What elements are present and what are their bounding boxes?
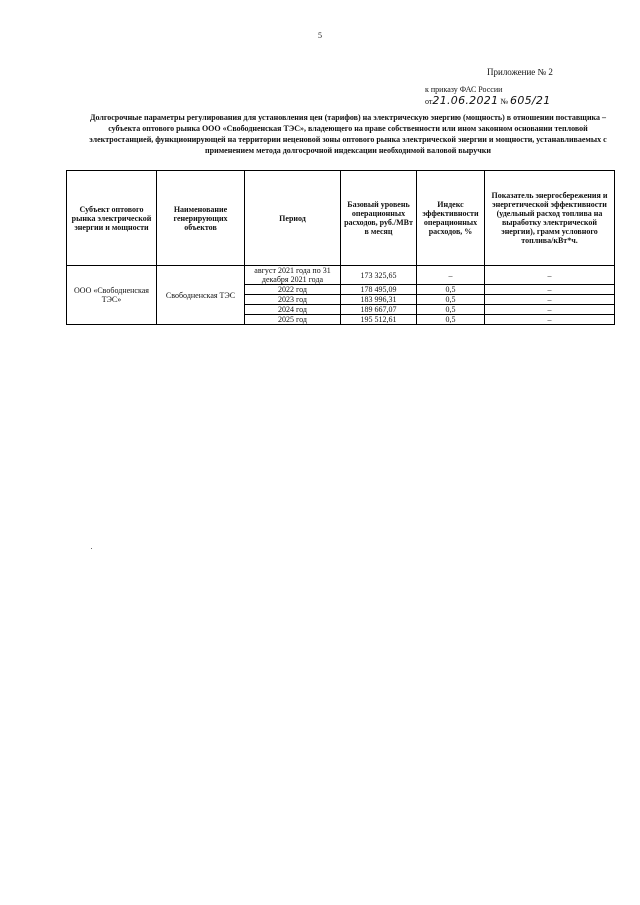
cell-period: 2025 год <box>245 315 341 325</box>
header-objects: Наименование генерирующих объектов <box>157 171 245 266</box>
cell-base: 183 996,31 <box>341 295 417 305</box>
header-base-level: Базовый уровень операционных расходов, руб./МВт в месяц <box>341 171 417 266</box>
page-number: 5 <box>318 31 322 40</box>
cell-period: 2024 год <box>245 305 341 315</box>
cell-energy: – <box>485 266 615 285</box>
scan-speck <box>91 548 92 549</box>
header-efficiency-index: Индекс эффективности операционных расходов, % <box>417 171 485 266</box>
header-period: Период <box>245 171 341 266</box>
cell-index: 0,5 <box>417 295 485 305</box>
header-energy-saving: Показатель энергосбережения и энергетической эффективности (удельный расход топлива на выработку электрической энергии), грамм условного топлива/кВт*ч. <box>485 171 615 266</box>
cell-period: август 2021 года по 31 декабря 2021 года <box>245 266 341 285</box>
cell-index: 0,5 <box>417 285 485 295</box>
table-row <box>67 266 615 285</box>
cell-index: – <box>417 266 485 285</box>
header-subject: Субъект оптового рынка электрической энергии и мощности <box>67 171 157 266</box>
cell-energy: – <box>485 315 615 325</box>
cell-base: 189 667,07 <box>341 305 417 315</box>
appendix-label: Приложение № 2 <box>487 67 553 77</box>
cell-index: 0,5 <box>417 305 485 315</box>
cell-energy: – <box>485 285 615 295</box>
cell-object: Свободненская ТЭС <box>157 266 245 325</box>
cell-period: 2022 год <box>245 285 341 295</box>
parameters-table <box>66 170 615 325</box>
order-date-number <box>425 94 551 107</box>
cell-base: 178 495,09 <box>341 285 417 295</box>
date-prefix: от <box>425 97 433 106</box>
cell-energy: – <box>485 305 615 315</box>
order-reference: к приказу ФАС России <box>425 85 503 94</box>
cell-base: 195 512,61 <box>341 315 417 325</box>
cell-energy: – <box>485 295 615 305</box>
cell-period: 2023 год <box>245 295 341 305</box>
number-prefix: № <box>500 97 509 106</box>
cell-base: 173 325,65 <box>341 266 417 285</box>
handwritten-number: 605/21 <box>510 94 551 107</box>
cell-index: 0,5 <box>417 315 485 325</box>
table-header-row <box>67 171 615 266</box>
cell-subject: ООО «Свободненская ТЭС» <box>67 266 157 325</box>
handwritten-date: 21.06.2021 <box>432 94 499 107</box>
document-title: Долгосрочные параметры регулирования для установления цен (тарифов) на электрическую энергию (мощность) в отношении поставщика – субъекта оптового рынка ООО «Свободненская ТЭС», владеющего на праве собственности или ином законном основании тепловой электростанцией, функционирующей на территории неценовой зоны оптового рынка электрической энергии и мощности, устанавливаемых с применением метода долгосрочной индексации необходимой валовой выручки <box>89 113 607 155</box>
